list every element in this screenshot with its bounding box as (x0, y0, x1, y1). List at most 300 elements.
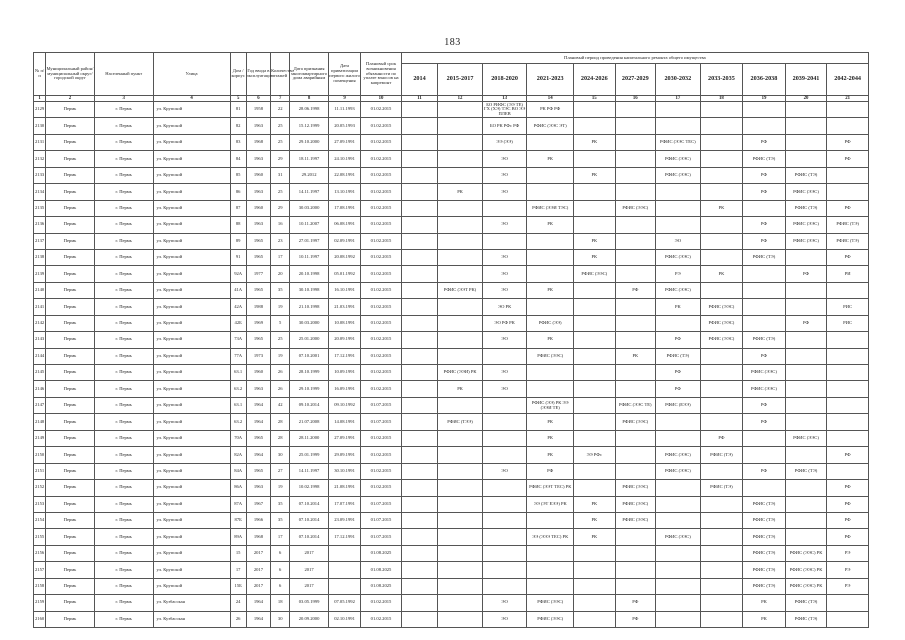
table-row (34, 233, 869, 249)
cell-row-number: 2131 (34, 134, 46, 150)
cell-row-number: 2150 (34, 447, 46, 463)
cell-row-number: 2158 (34, 578, 46, 594)
cell-year-built: 2017 (246, 578, 270, 594)
cell-plan-period: РФИС (ТЭ) (785, 611, 827, 627)
cell-street: ул. Крупской (153, 134, 230, 150)
cell-plan-period (482, 447, 527, 463)
cell-plan-period (827, 118, 869, 134)
cell-house: 15 (230, 545, 246, 561)
cell-row-number: 2145 (34, 365, 46, 381)
cell-plan-period (700, 249, 743, 265)
cell-row-number: 2153 (34, 496, 46, 512)
cell-plan-period: ЭЭ (ЭЭЭ ТЕС) РК (527, 529, 574, 545)
table-row (34, 217, 869, 233)
cell-house: 83 (230, 134, 246, 150)
cell-plan-period (700, 134, 743, 150)
cell-house: 86А (230, 480, 246, 496)
cell-plan-period (527, 167, 574, 183)
cell-plan-period (827, 414, 869, 430)
cell-plan-period: РФИС (ЭЭС ТЕ) (615, 397, 656, 413)
cell-year-built: 2017 (246, 545, 270, 561)
cell-plan-period (574, 595, 616, 611)
cell-plan-period (438, 480, 483, 496)
cell-floors: 19 (271, 299, 290, 315)
cell-plan-period (574, 381, 616, 397)
cell-municipality: Пермь (46, 463, 95, 479)
cell-year-built: 1964 (246, 595, 270, 611)
cell-plan-period (656, 430, 701, 446)
cell-plan-period: РИС (827, 315, 869, 331)
cell-date-emergency: 2017 (290, 545, 329, 561)
cell-plan-period (401, 545, 437, 561)
cell-settlement: г. Пермь (94, 348, 153, 364)
cell-date-obligation: 01.02.2015 (361, 365, 402, 381)
cell-plan-period (482, 233, 527, 249)
cell-plan-period (700, 611, 743, 627)
cell-municipality: Пермь (46, 217, 95, 233)
cell-plan-period (827, 282, 869, 298)
cell-plan-period (482, 578, 527, 594)
cell-plan-period (438, 118, 483, 134)
cell-date-obligation: 01.02.2015 (361, 102, 402, 118)
cell-plan-period: ЭО (482, 332, 527, 348)
cell-date-emergency: 07.10.2001 (290, 348, 329, 364)
cell-plan-period (700, 496, 743, 512)
cell-date-emergency: 20.10.1998 (290, 266, 329, 282)
cell-plan-period (401, 430, 437, 446)
cell-municipality: Пермь (46, 480, 95, 496)
cell-row-number: 2139 (34, 266, 46, 282)
cell-plan-period (615, 184, 656, 200)
cell-date-emergency: 30.03.2000 (290, 315, 329, 331)
cell-plan-period: ЭЭ РФс (574, 447, 616, 463)
cell-settlement: г. Пермь (94, 578, 153, 594)
table-row (34, 529, 869, 545)
column-number: 17 (656, 96, 701, 102)
cell-street: ул. Крупской (153, 200, 230, 216)
cell-plan-period: РФ (615, 595, 656, 611)
cell-plan-period (700, 233, 743, 249)
cell-date-privatization: 27.09.1991 (328, 430, 360, 446)
cell-plan-period: РФИС (ЭЭС) (785, 217, 827, 233)
cell-house: 82А (230, 447, 246, 463)
cell-street: ул. Крупской (153, 315, 230, 331)
cell-plan-period: РФИС (ТЭ) (743, 151, 786, 167)
cell-date-emergency: 28.11.2000 (290, 430, 329, 446)
column-number: 6 (246, 96, 270, 102)
cell-street: ул. Крупской (153, 365, 230, 381)
cell-plan-period (574, 299, 616, 315)
cell-house: 89 (230, 233, 246, 249)
cell-street: ул. Крупской (153, 217, 230, 233)
cell-year-built: 1966 (246, 512, 270, 528)
cell-date-obligation: 01.02.2015 (361, 167, 402, 183)
cell-floors: 16 (271, 217, 290, 233)
cell-plan-period: РК (527, 414, 574, 430)
cell-plan-period (401, 463, 437, 479)
cell-date-privatization: 24.10.1991 (328, 151, 360, 167)
cell-plan-period: ЭО (482, 595, 527, 611)
cell-row-number: 2159 (34, 595, 46, 611)
cell-municipality: Пермь (46, 578, 95, 594)
cell-date-privatization: 30.10.1991 (328, 463, 360, 479)
cell-year-built: 1977 (246, 266, 270, 282)
cell-plan-period (615, 233, 656, 249)
header-year: 2036-2038 (743, 64, 786, 96)
cell-plan-period (574, 562, 616, 578)
cell-plan-period (482, 545, 527, 561)
cell-plan-period (401, 332, 437, 348)
cell-house: 63.2 (230, 414, 246, 430)
table-row (34, 299, 869, 315)
cell-plan-period (574, 217, 616, 233)
cell-row-number: 2130 (34, 118, 46, 134)
cell-plan-period (482, 414, 527, 430)
header-plan-title: Плановый период проведения капитального ремонта общего имущества (401, 53, 868, 64)
cell-plan-period (700, 562, 743, 578)
cell-year-built: 2017 (246, 562, 270, 578)
table-row (34, 282, 869, 298)
cell-settlement: г. Пермь (94, 397, 153, 413)
cell-plan-period: ЭО (482, 249, 527, 265)
cell-plan-period: ЭО (482, 611, 527, 627)
cell-year-built: 1965 (246, 463, 270, 479)
cell-year-built: 1960 (246, 167, 270, 183)
cell-plan-period: ЭО (482, 266, 527, 282)
cell-plan-period (401, 397, 437, 413)
cell-plan-period (527, 266, 574, 282)
cell-plan-period: РФИС (ТЭ) (743, 249, 786, 265)
cell-plan-period: РК (574, 134, 616, 150)
cell-house: 63.2 (230, 381, 246, 397)
cell-plan-period (401, 134, 437, 150)
cell-date-obligation: 01.02.2015 (361, 184, 402, 200)
cell-plan-period (574, 414, 616, 430)
cell-plan-period (615, 102, 656, 118)
cell-date-obligation: 01.02.2015 (361, 611, 402, 627)
cell-plan-period (700, 463, 743, 479)
cell-plan-period (438, 348, 483, 364)
cell-floors: 29 (271, 151, 290, 167)
cell-street: ул. Крупской (153, 545, 230, 561)
cell-date-privatization: 29.09.1991 (328, 447, 360, 463)
cell-plan-period (438, 134, 483, 150)
cell-plan-period (401, 480, 437, 496)
cell-date-emergency: 25.01.1999 (290, 447, 329, 463)
cell-house: 73А (230, 332, 246, 348)
cell-plan-period (401, 414, 437, 430)
cell-plan-period (656, 562, 701, 578)
cell-plan-period: РФИС (ТЭ) (785, 167, 827, 183)
cell-house: 87А (230, 496, 246, 512)
column-number: 8 (290, 96, 329, 102)
cell-plan-period: РИС (827, 299, 869, 315)
cell-plan-period: РФ (827, 200, 869, 216)
cell-plan-period: РФИС (ЭЭС) (785, 233, 827, 249)
cell-date-privatization: 13.10.1991 (328, 184, 360, 200)
cell-plan-period: РФИС (ЭЭС) РК (785, 578, 827, 594)
cell-date-privatization: 16.09.1991 (328, 381, 360, 397)
cell-plan-period: РФ (743, 167, 786, 183)
cell-row-number: 2156 (34, 545, 46, 561)
cell-plan-period (827, 595, 869, 611)
cell-street: ул. Крупской (153, 381, 230, 397)
cell-plan-period (615, 447, 656, 463)
table-row (34, 595, 869, 611)
cell-plan-period (656, 512, 701, 528)
header-col-municipality: Муниципальный район/муниципальный округ/городской округ (46, 53, 95, 96)
cell-date-obligation: 01.02.2015 (361, 134, 402, 150)
cell-date-emergency: 21.10.1998 (290, 299, 329, 315)
cell-plan-period (656, 611, 701, 627)
cell-plan-period (401, 184, 437, 200)
cell-year-built: 1963 (246, 381, 270, 397)
cell-row-number: 2155 (34, 529, 46, 545)
cell-plan-period (700, 545, 743, 561)
cell-floors: 25 (271, 118, 290, 134)
cell-municipality: Пермь (46, 184, 95, 200)
cell-plan-period: РФИС (ЭЭ) РК ЭЭ (ЭЭИ ТЕ) (527, 397, 574, 413)
cell-floors: 25 (271, 134, 290, 150)
cell-plan-period: ЭО (482, 151, 527, 167)
header-col-date-emergency: Дата признания многоквартирного дома аварийным (290, 53, 329, 96)
cell-settlement: г. Пермь (94, 315, 153, 331)
cell-date-obligation: 01.08.2025 (361, 562, 402, 578)
cell-plan-period: РФ (827, 447, 869, 463)
cell-plan-period (527, 249, 574, 265)
cell-row-number: 2160 (34, 611, 46, 627)
cell-plan-period (743, 315, 786, 331)
table-row (34, 463, 869, 479)
cell-plan-period: РФИС (ЭЭС) (785, 184, 827, 200)
cell-plan-period: РФИС (ЭЭС) (527, 595, 574, 611)
cell-plan-period: РФ (827, 496, 869, 512)
cell-plan-period: РФ (743, 134, 786, 150)
cell-plan-period: ЭО РК (482, 299, 527, 315)
cell-plan-period: РФ (743, 233, 786, 249)
cell-house: 42А (230, 299, 246, 315)
cell-street: ул. Крупской (153, 167, 230, 183)
cell-plan-period (401, 381, 437, 397)
cell-settlement: г. Пермь (94, 282, 153, 298)
cell-plan-period (401, 249, 437, 265)
cell-plan-period: РФИС (ТЭ) (700, 480, 743, 496)
cell-plan-period: РФИС (ЭЭС ТЕС) (656, 134, 701, 150)
cell-plan-period: РФИС (ЭЭС) (615, 496, 656, 512)
cell-plan-period: РФИС (ЭЭС) (700, 299, 743, 315)
cell-floors: 26 (271, 365, 290, 381)
cell-plan-period: РФИС (ЭЭС) (656, 447, 701, 463)
cell-municipality: Пермь (46, 496, 95, 512)
cell-plan-period (527, 512, 574, 528)
cell-plan-period (700, 282, 743, 298)
cell-settlement: г. Пермь (94, 167, 153, 183)
cell-plan-period: РФ (827, 151, 869, 167)
header-col-date-obligation: Плановый срок возникновения обязанности по уплате взносов на капремонт (361, 53, 402, 96)
cell-plan-period: РК РФ РФ (527, 102, 574, 118)
cell-plan-period (574, 332, 616, 348)
cell-plan-period: РФ (743, 348, 786, 364)
table-row (34, 315, 869, 331)
cell-row-number: 2136 (34, 217, 46, 233)
cell-street: ул. Кузбасская (153, 611, 230, 627)
cell-plan-period (401, 348, 437, 364)
cell-plan-period (827, 102, 869, 118)
cell-date-privatization (328, 545, 360, 561)
cell-plan-period: РК (438, 381, 483, 397)
cell-settlement: г. Пермь (94, 299, 153, 315)
cell-plan-period (438, 249, 483, 265)
cell-plan-period (785, 397, 827, 413)
column-number: 7 (271, 96, 290, 102)
cell-plan-period (615, 315, 656, 331)
cell-plan-period (401, 611, 437, 627)
cell-settlement: г. Пермь (94, 447, 153, 463)
cell-plan-period (785, 480, 827, 496)
cell-plan-period: ЭЭ (ЭТ ЕЭЭ) РК (527, 496, 574, 512)
cell-plan-period (574, 102, 616, 118)
cell-date-obligation: 01.02.2015 (361, 282, 402, 298)
cell-date-obligation: 01.02.2015 (361, 332, 402, 348)
cell-street: ул. Крупской (153, 118, 230, 134)
cell-date-privatization: 02.09.1991 (328, 233, 360, 249)
cell-plan-period (615, 529, 656, 545)
cell-plan-period: РФ (827, 529, 869, 545)
cell-plan-period (785, 249, 827, 265)
cell-floors: 6 (271, 578, 290, 594)
cell-house: 88 (230, 217, 246, 233)
cell-plan-period (785, 447, 827, 463)
cell-plan-period: РК (527, 282, 574, 298)
cell-plan-period (827, 184, 869, 200)
cell-settlement: г. Пермь (94, 512, 153, 528)
column-number: 15 (574, 96, 616, 102)
cell-plan-period (615, 430, 656, 446)
cell-plan-period (438, 167, 483, 183)
cell-plan-period (527, 134, 574, 150)
cell-plan-period (785, 151, 827, 167)
cell-plan-period (785, 414, 827, 430)
cell-date-obligation: 01.07.2015 (361, 414, 402, 430)
cell-street: ул. Крупской (153, 332, 230, 348)
cell-row-number: 2137 (34, 233, 46, 249)
cell-plan-period: РФИС (ЭЭИ) РК (438, 365, 483, 381)
cell-row-number: 2152 (34, 480, 46, 496)
cell-plan-period: РФ (743, 217, 786, 233)
column-number: 14 (527, 96, 574, 102)
cell-plan-period (574, 397, 616, 413)
cell-date-privatization: 05.01.1992 (328, 266, 360, 282)
cell-date-obligation: 01.02.2015 (361, 200, 402, 216)
header-year: 2024-2026 (574, 64, 616, 96)
cell-plan-period (827, 463, 869, 479)
cell-plan-period (438, 512, 483, 528)
header-row-plan (34, 53, 869, 64)
cell-plan-period (527, 299, 574, 315)
cell-date-emergency: 03.05.1999 (290, 595, 329, 611)
cell-plan-period: РФ (656, 365, 701, 381)
cell-plan-period: РФ (615, 282, 656, 298)
cell-date-privatization: 23.09.1991 (328, 512, 360, 528)
table-row (34, 447, 869, 463)
cell-plan-period: РК (438, 184, 483, 200)
cell-plan-period (656, 102, 701, 118)
cell-plan-period (401, 512, 437, 528)
cell-house: 85 (230, 167, 246, 183)
cell-plan-period: РФИС (ЭЭС) (615, 200, 656, 216)
cell-settlement: г. Пермь (94, 414, 153, 430)
cell-plan-period (615, 217, 656, 233)
cell-plan-period (743, 266, 786, 282)
cell-plan-period: РЭ (827, 578, 869, 594)
cell-plan-period: РК (656, 299, 701, 315)
cell-plan-period: РК (743, 611, 786, 627)
cell-plan-period: РФИС (ЭЭС) (656, 249, 701, 265)
cell-house: 17 (230, 562, 246, 578)
cell-date-emergency: 29.2012 (290, 167, 329, 183)
cell-floors: 26 (271, 381, 290, 397)
cell-floors: 30 (271, 447, 290, 463)
cell-street: ул. Крупской (153, 430, 230, 446)
cell-municipality: Пермь (46, 282, 95, 298)
cell-plan-period (827, 381, 869, 397)
cell-municipality: Пермь (46, 595, 95, 611)
cell-plan-period (438, 299, 483, 315)
cell-date-obligation: 01.02.2015 (361, 266, 402, 282)
cell-plan-period: РФИС (ТЭ) (743, 529, 786, 545)
cell-plan-period: РФИС (ЭЭС ЭТ) (527, 118, 574, 134)
cell-floors: 35 (271, 512, 290, 528)
cell-settlement: г. Пермь (94, 134, 153, 150)
cell-plan-period (700, 184, 743, 200)
cell-floors: 20 (271, 266, 290, 282)
cell-plan-period: РФ (827, 480, 869, 496)
column-number: 2 (46, 96, 95, 102)
cell-plan-period: ЭО (482, 365, 527, 381)
table-row (34, 134, 869, 150)
cell-row-number: 2135 (34, 200, 46, 216)
cell-plan-period (438, 545, 483, 561)
cell-plan-period (438, 562, 483, 578)
cell-plan-period (700, 102, 743, 118)
cell-plan-period (743, 118, 786, 134)
cell-plan-period (438, 578, 483, 594)
cell-date-emergency: 10.11.1997 (290, 249, 329, 265)
cell-municipality: Пермь (46, 348, 95, 364)
cell-plan-period (615, 167, 656, 183)
cell-street: ул. Крупской (153, 102, 230, 118)
cell-date-privatization (328, 562, 360, 578)
cell-plan-period (785, 512, 827, 528)
cell-municipality: Пермь (46, 167, 95, 183)
cell-row-number: 2132 (34, 151, 46, 167)
cell-plan-period (438, 315, 483, 331)
column-number: 19 (743, 96, 786, 102)
cell-floors: 35 (271, 496, 290, 512)
cell-plan-period (743, 447, 786, 463)
cell-date-obligation: 01.02.2015 (361, 217, 402, 233)
cell-plan-period: РФИС (ТЭ) (743, 496, 786, 512)
cell-plan-period: РФ (700, 430, 743, 446)
cell-plan-period (438, 529, 483, 545)
column-number: 18 (700, 96, 743, 102)
cell-plan-period: РФИС (ЕЭЭ) (656, 397, 701, 413)
cell-plan-period (615, 266, 656, 282)
cell-municipality: Пермь (46, 512, 95, 528)
cell-plan-period (401, 151, 437, 167)
cell-municipality: Пермь (46, 397, 95, 413)
cell-year-built: 1973 (246, 348, 270, 364)
